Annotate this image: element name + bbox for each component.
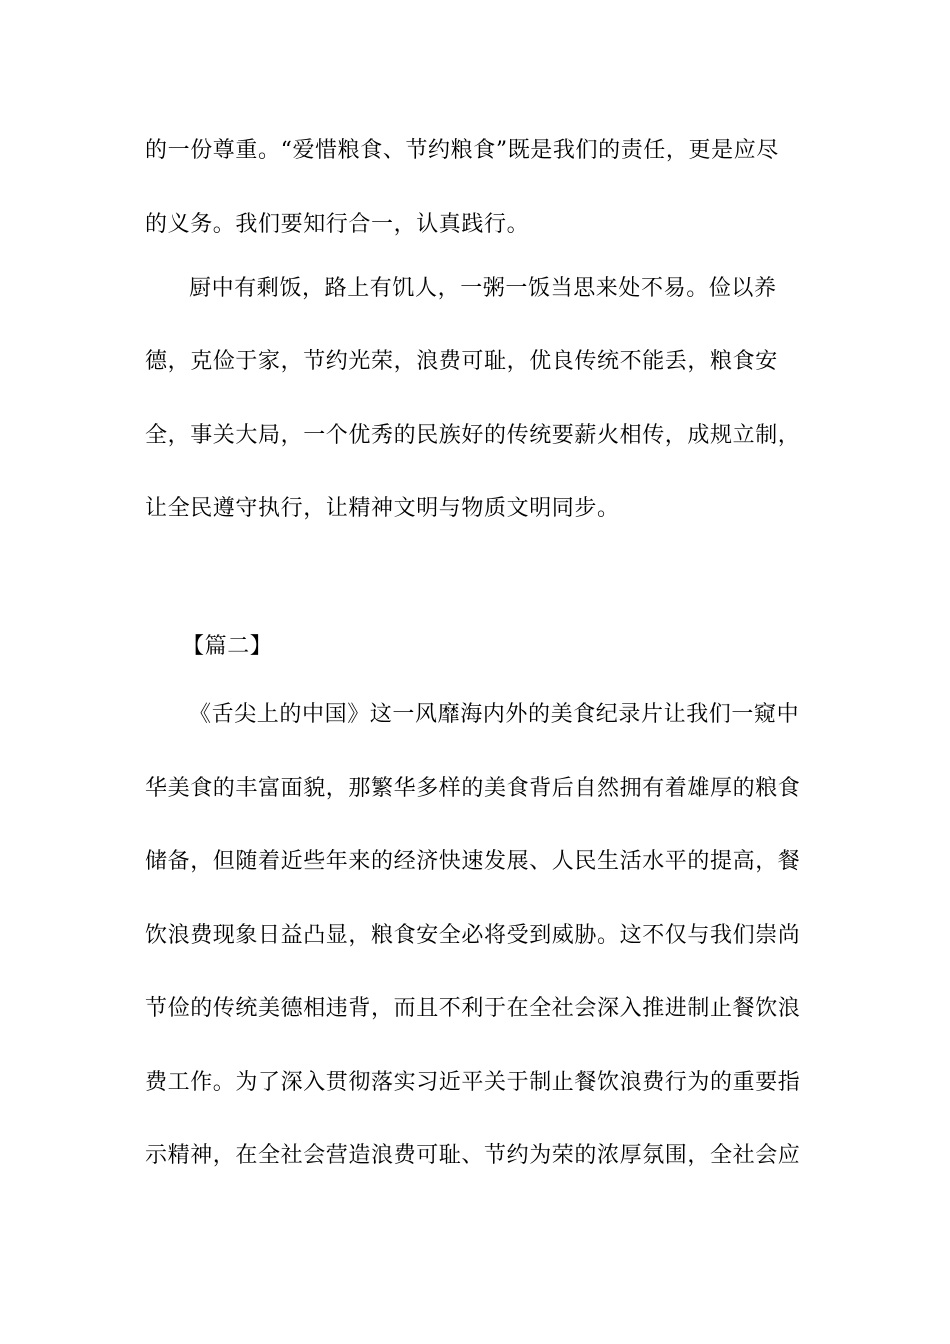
text-line: 华美食的丰富面貌，那繁华多样的美食背后自然拥有着雄厚的粮食: [145, 776, 801, 801]
text-line: 德，克俭于家，节约光荣，浪费可耻，优良传统不能丢，粮食安: [145, 349, 778, 374]
paragraph-start-line: 《舌尖上的中国》这一风靡海内外的美食纪录片让我们一窥中: [189, 702, 800, 727]
text-line: 全，事关大局，一个优秀的民族好的传统要薪火相传，成规立制，: [145, 423, 801, 448]
text-line: 费工作。为了深入贯彻落实习近平关于制止餐饮浪费行为的重要指: [145, 1070, 801, 1095]
section-heading: 【篇二】: [182, 634, 273, 659]
text-line: 饮浪费现象日益凸显，粮食安全必将受到威胁。这不仅与我们崇尚: [145, 923, 801, 948]
text-line: 节俭的传统美德相违背，而且不利于在全社会深入推进制止餐饮浪: [145, 996, 801, 1021]
text-line: 示精神，在全社会营造浪费可耻、节约为荣的浓厚氛围，全社会应: [145, 1143, 801, 1168]
paragraph-start-line: 厨中有剩饭，路上有饥人，一粥一饭当思来处不易。俭以养: [189, 276, 777, 301]
text-line: 的一份尊重。“爱惜粮食、节约粮食”既是我们的责任，更是应尽: [145, 138, 779, 163]
text-line: 储备，但随着近些年来的经济快速发展、人民生活水平的提高，餐: [145, 849, 801, 874]
text-line: 让全民遵守执行，让精神文明与物质文明同步。: [145, 496, 620, 521]
text-line: 的义务。我们要知行合一，认真践行。: [145, 212, 530, 237]
